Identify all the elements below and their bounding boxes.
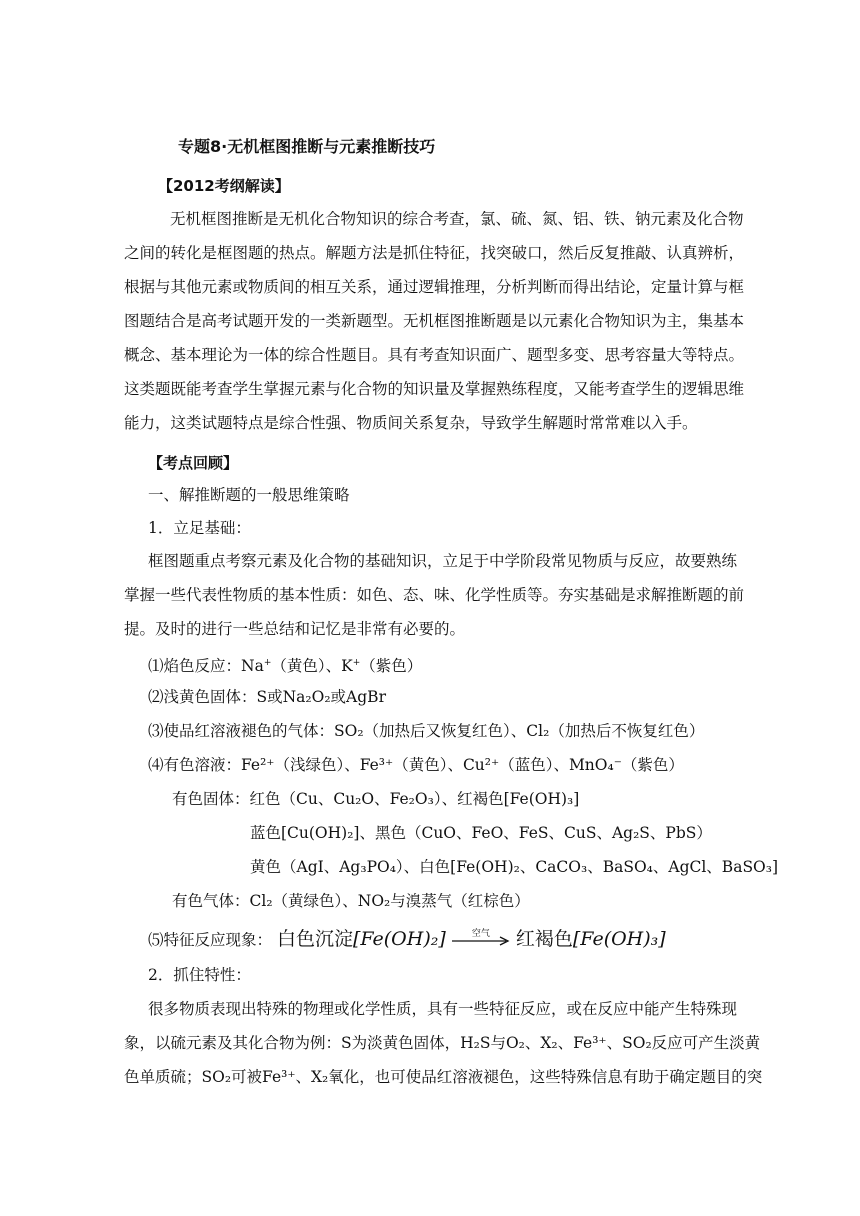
list-item-reaction-phenomenon: [148, 928, 666, 951]
paragraph-line: 框图题重点考察元素及化合物的基础知识，立足于中学阶段常见物质与反应，故要熟练: [148, 552, 738, 570]
list-item-colored-solution: ⑷有色溶液：Fe²⁺（浅绿色）、Fe³⁺（黄色）、Cu²⁺（蓝色）、MnO₄⁻（紫色）: [148, 756, 684, 774]
paragraph-line: 无机框图推断是无机化合物知识的综合考查，氯、硫、氮、铝、铁、钠元素及化合物: [170, 210, 744, 228]
paragraph-line: 图题结合是高考试题开发的一类新题型。无机框图推断题是以元素化合物知识为主，集基本: [124, 312, 745, 330]
list-item-colored-solid-cont: 蓝色[Cu(OH)₂]、黑色（CuO、FeO、FeS、CuS、Ag₂S、PbS）: [250, 824, 712, 842]
paragraph-line: 象，以硫元素及其化合物为例：S为淡黄色固体，H₂S与O₂、X₂、Fe³⁺、SO₂反应可产生淡黄: [124, 1034, 761, 1052]
arrow-icon: [452, 935, 510, 947]
reaction-condition: 空气: [471, 928, 490, 939]
list-item-colored-solid: 有色固体：红色（Cu、Cu₂O、Fe₂O₃）、红褐色[Fe(OH)₃]: [172, 790, 580, 808]
paragraph-line: 这类题既能考查学生掌握元素与化合物的知识量及掌握熟练程度，又能考查学生的逻辑思维: [124, 380, 745, 398]
paragraph-line: 根据与其他元素或物质间的相互关系，通过逻辑推理，分析判断而得出结论，定量计算与框: [124, 278, 745, 296]
point-heading: 1．立足基础：: [148, 519, 251, 537]
subsection-heading: 一、解推断题的一般思维策略: [148, 486, 350, 504]
list-item-flame-test: ⑴焰色反应：Na+（黄色）、K+（紫色）: [148, 657, 423, 676]
list-item-bleaching-gas: ⑶使品红溶液褪色的气体：SO₂（加热后又恢复红色）、Cl₂（加热后不恢复红色）: [148, 722, 705, 740]
list-item-yellow-solid: ⑵浅黄色固体：S或Na₂O₂或AgBr: [148, 688, 386, 706]
point-heading: 2．抓住特性：: [148, 966, 251, 984]
paragraph-line: 概念、基本理论为一体的综合性题目。具有考查知识面广、题型多变、思考容量大等特点。: [124, 346, 745, 364]
paragraph-line: 能力，这类试题特点是综合性强、物质间关系复杂，导致学生解题时常常难以入手。: [124, 414, 698, 432]
paragraph-line: 很多物质表现出特殊的物理或化学性质，具有一些特征反应，或在反应中能产生特殊现: [148, 1000, 738, 1018]
page-title: 专题8∙无机框图推断与元素推断技巧: [178, 137, 436, 156]
paragraph-line: 之间的转化是框图题的热点。解题方法是抓住特征，找突破口，然后反复推敲、认真辨析，: [124, 244, 745, 262]
section-heading-review: 【考点回顾】: [148, 454, 239, 472]
paragraph-line: 色单质硫；SO₂可被Fe³⁺、X₂氧化，也可使品红溶液褪色，这些特殊信息有助于确定题目的突: [124, 1068, 763, 1086]
list-item-colored-solid-cont: 黄色（AgI、Ag₃PO₄）、白色[Fe(OH)₂、CaCO₃、BaSO₄、AgCl、BaSO₃]: [250, 858, 779, 876]
section-heading-exam-outline: 【2012考纲解读】: [158, 177, 290, 195]
reaction-arrow: [452, 929, 510, 951]
paragraph-line: 提。及时的进行一些总结和记忆是非常有必要的。: [124, 620, 466, 638]
reaction-label: ⑸特征反应现象：: [148, 931, 273, 949]
paragraph-line: 掌握一些代表性物质的基本性质：如色、态、味、化学性质等。夯实基础是求解推断题的前: [124, 586, 745, 604]
reaction-equation: 白色沉淀[Fe(OH)₂] 空气 红褐色[Fe(OH)₃]: [277, 928, 666, 950]
list-item-colored-gas: 有色气体：Cl₂（黄绿色）、NO₂与溴蒸气（红棕色）: [172, 892, 530, 910]
